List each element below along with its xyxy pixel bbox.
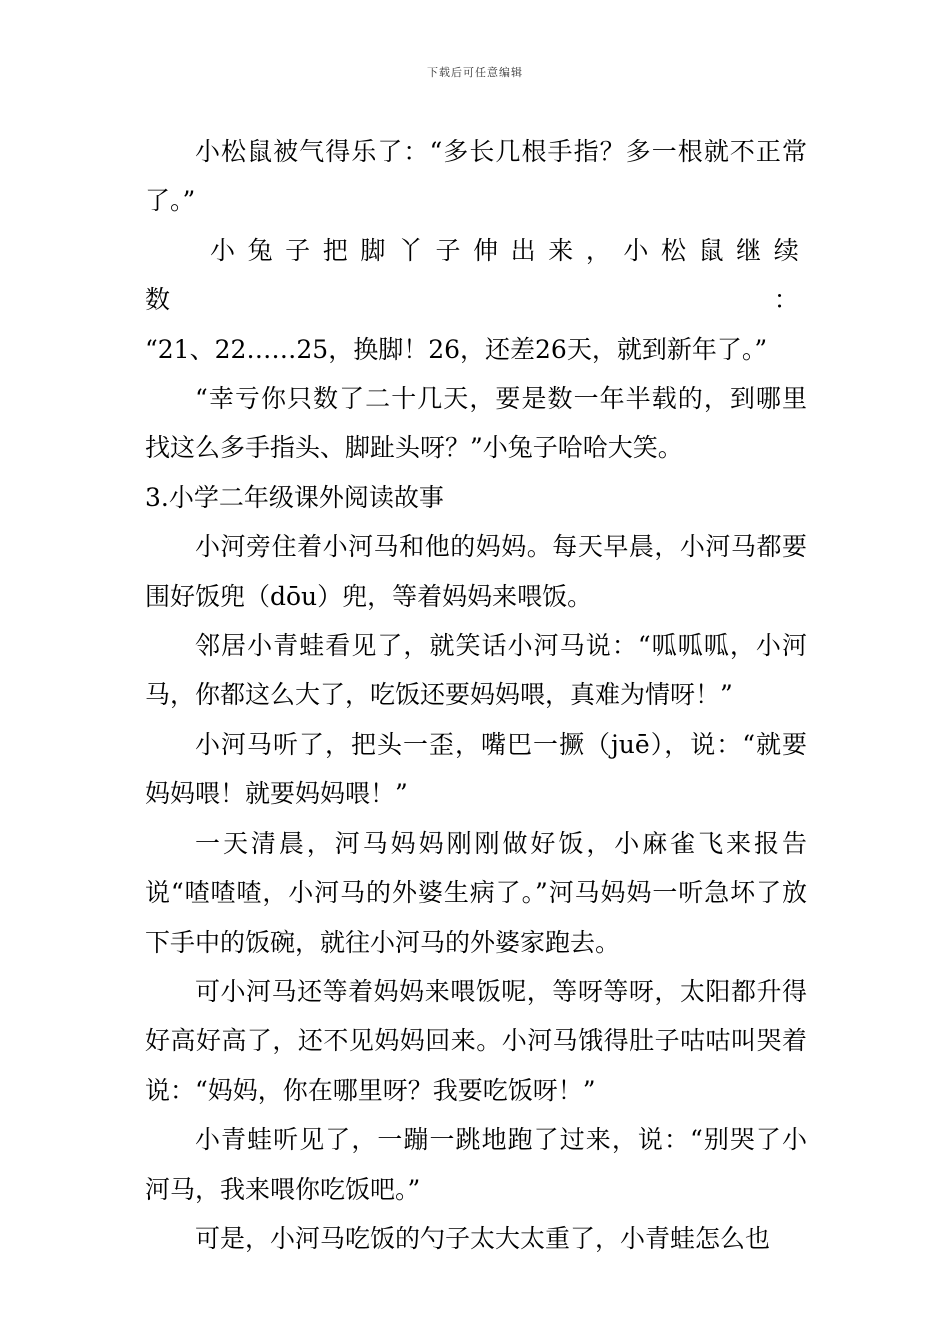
paragraph: 可是，小河马吃饭的勺子太大太重了，小青蛙怎么也: [195, 1223, 771, 1253]
paragraph: 小河马听了，把头一歪，嘴巴一撅（juē），说：“就要妈妈喂！就要妈妈喂！”: [145, 729, 807, 809]
paragraph: “21、22……25，换脚！26，还差26天，就到新年了。”: [145, 334, 768, 364]
page-header: 下载后可任意编辑: [427, 66, 523, 79]
paragraph: 小兔子把脚丫子伸出来，小松鼠继续数：: [145, 235, 807, 315]
paragraph: 小松鼠被气得乐了：“多长几根手指？多一根就不正常了。”: [145, 137, 807, 216]
paragraph: “幸亏你只数了二十几天，要是数一年半载的，到哪里找这么多手指头、脚趾头呀？”小兔子哈哈大笑。: [145, 384, 807, 463]
document-body: [145, 127, 807, 1263]
paragraph: 小河旁住着小河马和他的妈妈。每天早晨，小河马都要围好饭兜（dōu）兜，等着妈妈来喂饭。: [145, 532, 807, 611]
section-heading: 3.小学二年级课外阅读故事: [145, 482, 444, 512]
paragraph: 一天清晨，河马妈妈刚刚做好饭，小麻雀飞来报告说“喳喳喳，小河马的外婆生病了。”河马妈妈一听急坏了放下手中的饭碗，就往小河马的外婆家跑去。: [145, 828, 807, 957]
paragraph: 可小河马还等着妈妈来喂饭呢，等呀等呀，太阳都升得好高好高了，还不见妈妈回来。小河马饿得肚子咕咕叫哭着说：“妈妈，你在哪里呀？我要吃饭呀！”: [145, 976, 807, 1105]
paragraph: 邻居小青蛙看见了，就笑话小河马说：“呱呱呱，小河马，你都这么大了，吃饭还要妈妈喂，真难为情呀！”: [145, 631, 807, 710]
paragraph: 小青蛙听见了，一蹦一跳地跑了过来，说：“别哭了小河马，我来喂你吃饭吧。”: [145, 1125, 807, 1204]
